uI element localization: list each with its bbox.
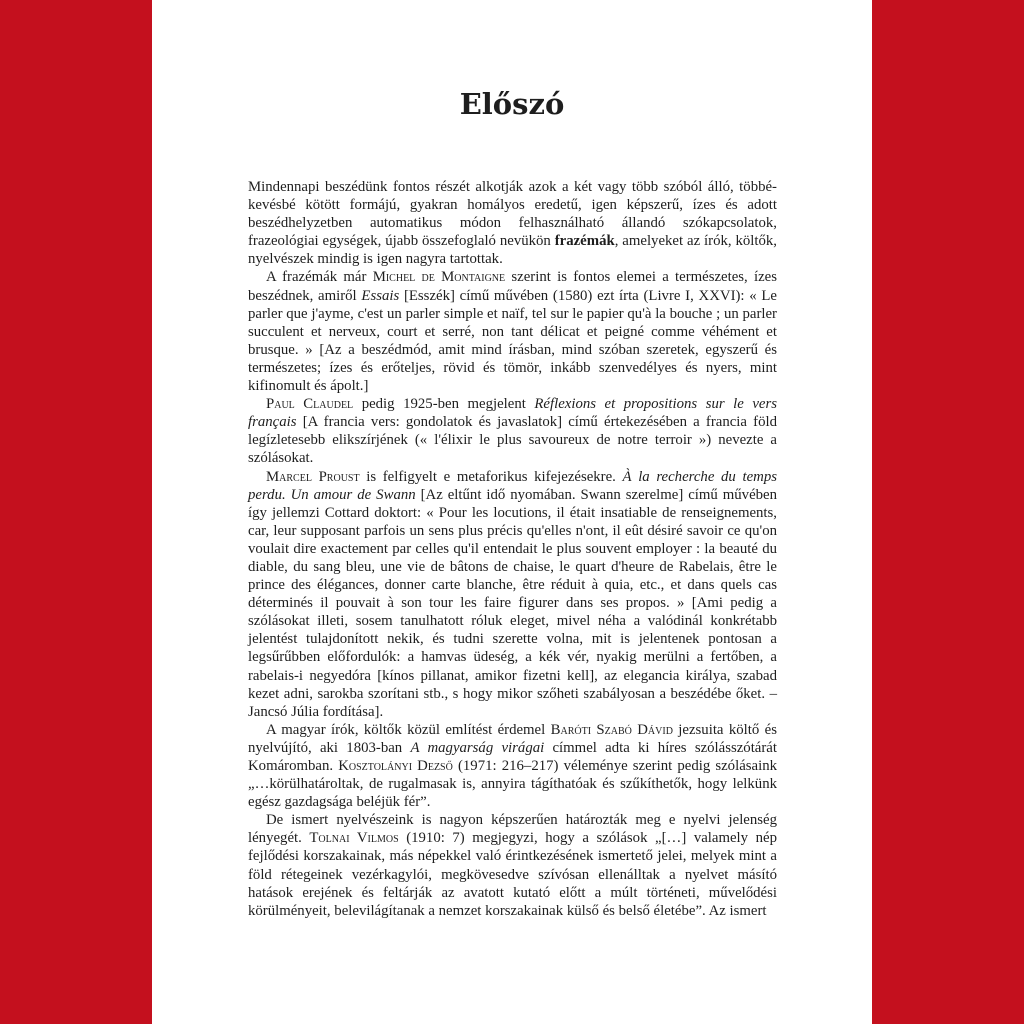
text-run: is felfigyelt e metaforikus kifejezésekre. xyxy=(359,468,623,485)
paragraph-1 xyxy=(248,178,777,268)
text-run: pedig 1925-ben megjelent xyxy=(353,396,535,413)
body-text xyxy=(248,178,777,920)
work-title: À la recherche du temps perdu. Un amour de Swann xyxy=(248,468,777,503)
text-run: A magyar írók, költők közül említést érdemel xyxy=(266,721,551,738)
text-run: , amelyeket az írók, költők, nyelvészek mindig is igen nagyra tartottak. xyxy=(248,233,777,268)
paragraph-4 xyxy=(248,468,777,721)
text-run: jezsuita költő és nyelvújító, aki 1803-ban xyxy=(248,721,777,756)
page-title: Előszó xyxy=(459,87,565,121)
paragraph-5 xyxy=(248,721,777,811)
paragraph-2 xyxy=(248,268,777,395)
text-run: [A francia vers: gondolatok és javaslatok] című értekezésében a francia föld legízletesebb elikszírjének (« l'élixir le plus savoureux de notre terroir ») nevezte a szólásokat. xyxy=(248,414,777,467)
text-run: Mindennapi beszédünk fontos részét alkotják azok a két vagy több szóból álló, többé-kevésbé kötött formájú, gyakran homályos eredetű, igen képszerű, ízes és adott beszédhelyzetben automatikus módon felhasználható állandó szókapcsolatok, frazeológiai egységek, újabb összefoglaló nevükön xyxy=(248,179,777,250)
text-run: (1910: 7) megjegyzi, hogy a szólások „[…] valamely nép fejlődési korszakainak, más népekkel való érintkezésének ismertető jelei, melyek mint a föld rétegeinek vezérkagylói, megkövesedve szívósan ellenálltak a nyelvet másító hatások erejének és feltárják az avatott kutató előtt a múlt történeti, művelődési körülményeit, belevilágítanak a nemzet korszakainak külső és belső életébe”. Az ismert xyxy=(248,830,777,919)
work-title: Réflexions et propositions sur le vers français xyxy=(248,396,777,431)
work-title: Essais xyxy=(361,287,400,304)
text-run: (1971: 216–217) véleménye szerint pedig szólásaink „…körülhatároltak, de rugalmasak is, annyira tágíthatóak és szűkíthetők, hogy lelkünk egész gazdagsága beléjük fér”. xyxy=(248,758,777,811)
work-title: A magyarság virágai xyxy=(410,739,545,756)
author-name: Paul Claudel xyxy=(266,396,354,413)
bold-term: frazémák xyxy=(554,233,615,250)
text-run: De ismert nyelvészeink is nagyon képszerűen határozták meg e nyelvi jelenség lényegét. xyxy=(248,812,777,847)
author-name: Marcel Proust xyxy=(266,468,360,485)
paragraph-6 xyxy=(248,811,777,920)
paragraph-3 xyxy=(248,395,777,467)
text-run: szerint is fontos elemei a természetes, ízes beszédnek, amiről xyxy=(248,269,777,304)
text-run: címmel adta ki híres szólásszótárát Komáromban. xyxy=(248,739,777,774)
author-name: Baróti Szabó Dávid xyxy=(550,721,673,738)
text-run: [Esszék] című művében (1580) ezt írta (Livre I, XXVI): « Le parler que j'ayme, c'est un parler simple et naïf, tel sur le papier qu'à la bouche ; un parler succulent et nerveux, court et serré, non tant délicat et peigné comme véhément et brusque. » [Az a beszédmód, amit mind írásban, mind szóban szeretek, egyszerű és természetes; ízes és erőteljes, rövid és tömör, inkább szenvedélyes és nyers, mint kifinomult és ápolt.] xyxy=(248,287,777,395)
author-name: Tolnai Vilmos xyxy=(309,830,399,847)
author-name: Michel de Montaigne xyxy=(372,269,506,286)
author-name: Kosztolányi Dezső xyxy=(338,758,453,774)
document-page xyxy=(152,0,872,1024)
text-run: [Az eltűnt idő nyomában. Swann szerelme] című művében így jellemzi Cottard doktort: « Pour les locutions, il était insatiable de renseignements, car, leur supposant parfois un sens plus précis qu'elles n'ont, il eût désiré savoir ce qu'on voulait dire exactement par celles qu'il entendait le plus souvent employer : la beauté du diable, du sang bleu, une vie de bâtons de chaise, le quart d'heure de Rabelais, être le prince des élégances, donner carte blanche, être réduit à quia, etc., et dans quels cas déterminés il pouvait à son tour les faire figurer dans ses propos. » [Ami pedig a szólásokat illeti, sosem tanulhatott róluk eleget, mivel néha a valódinál konkrétabb jelentést tulajdonított nekik, és tudni szerette volna, mit is jelentenek pontosan a legsűrűbben előfordulók: a hamvas üdeség, a kék vér, nyakig merülni a fertőben, a rabelais-i negyedóra [kínos pillanat, amikor fizetni kell], az elegancia királya, szabad kezet adni, sarokba szorítani stb., s hogy mikor szőheti szabályosan a beszédébe őket. – Jancsó Júlia fordítása]. xyxy=(248,486,777,720)
text-run: A frazémák már xyxy=(266,269,373,286)
